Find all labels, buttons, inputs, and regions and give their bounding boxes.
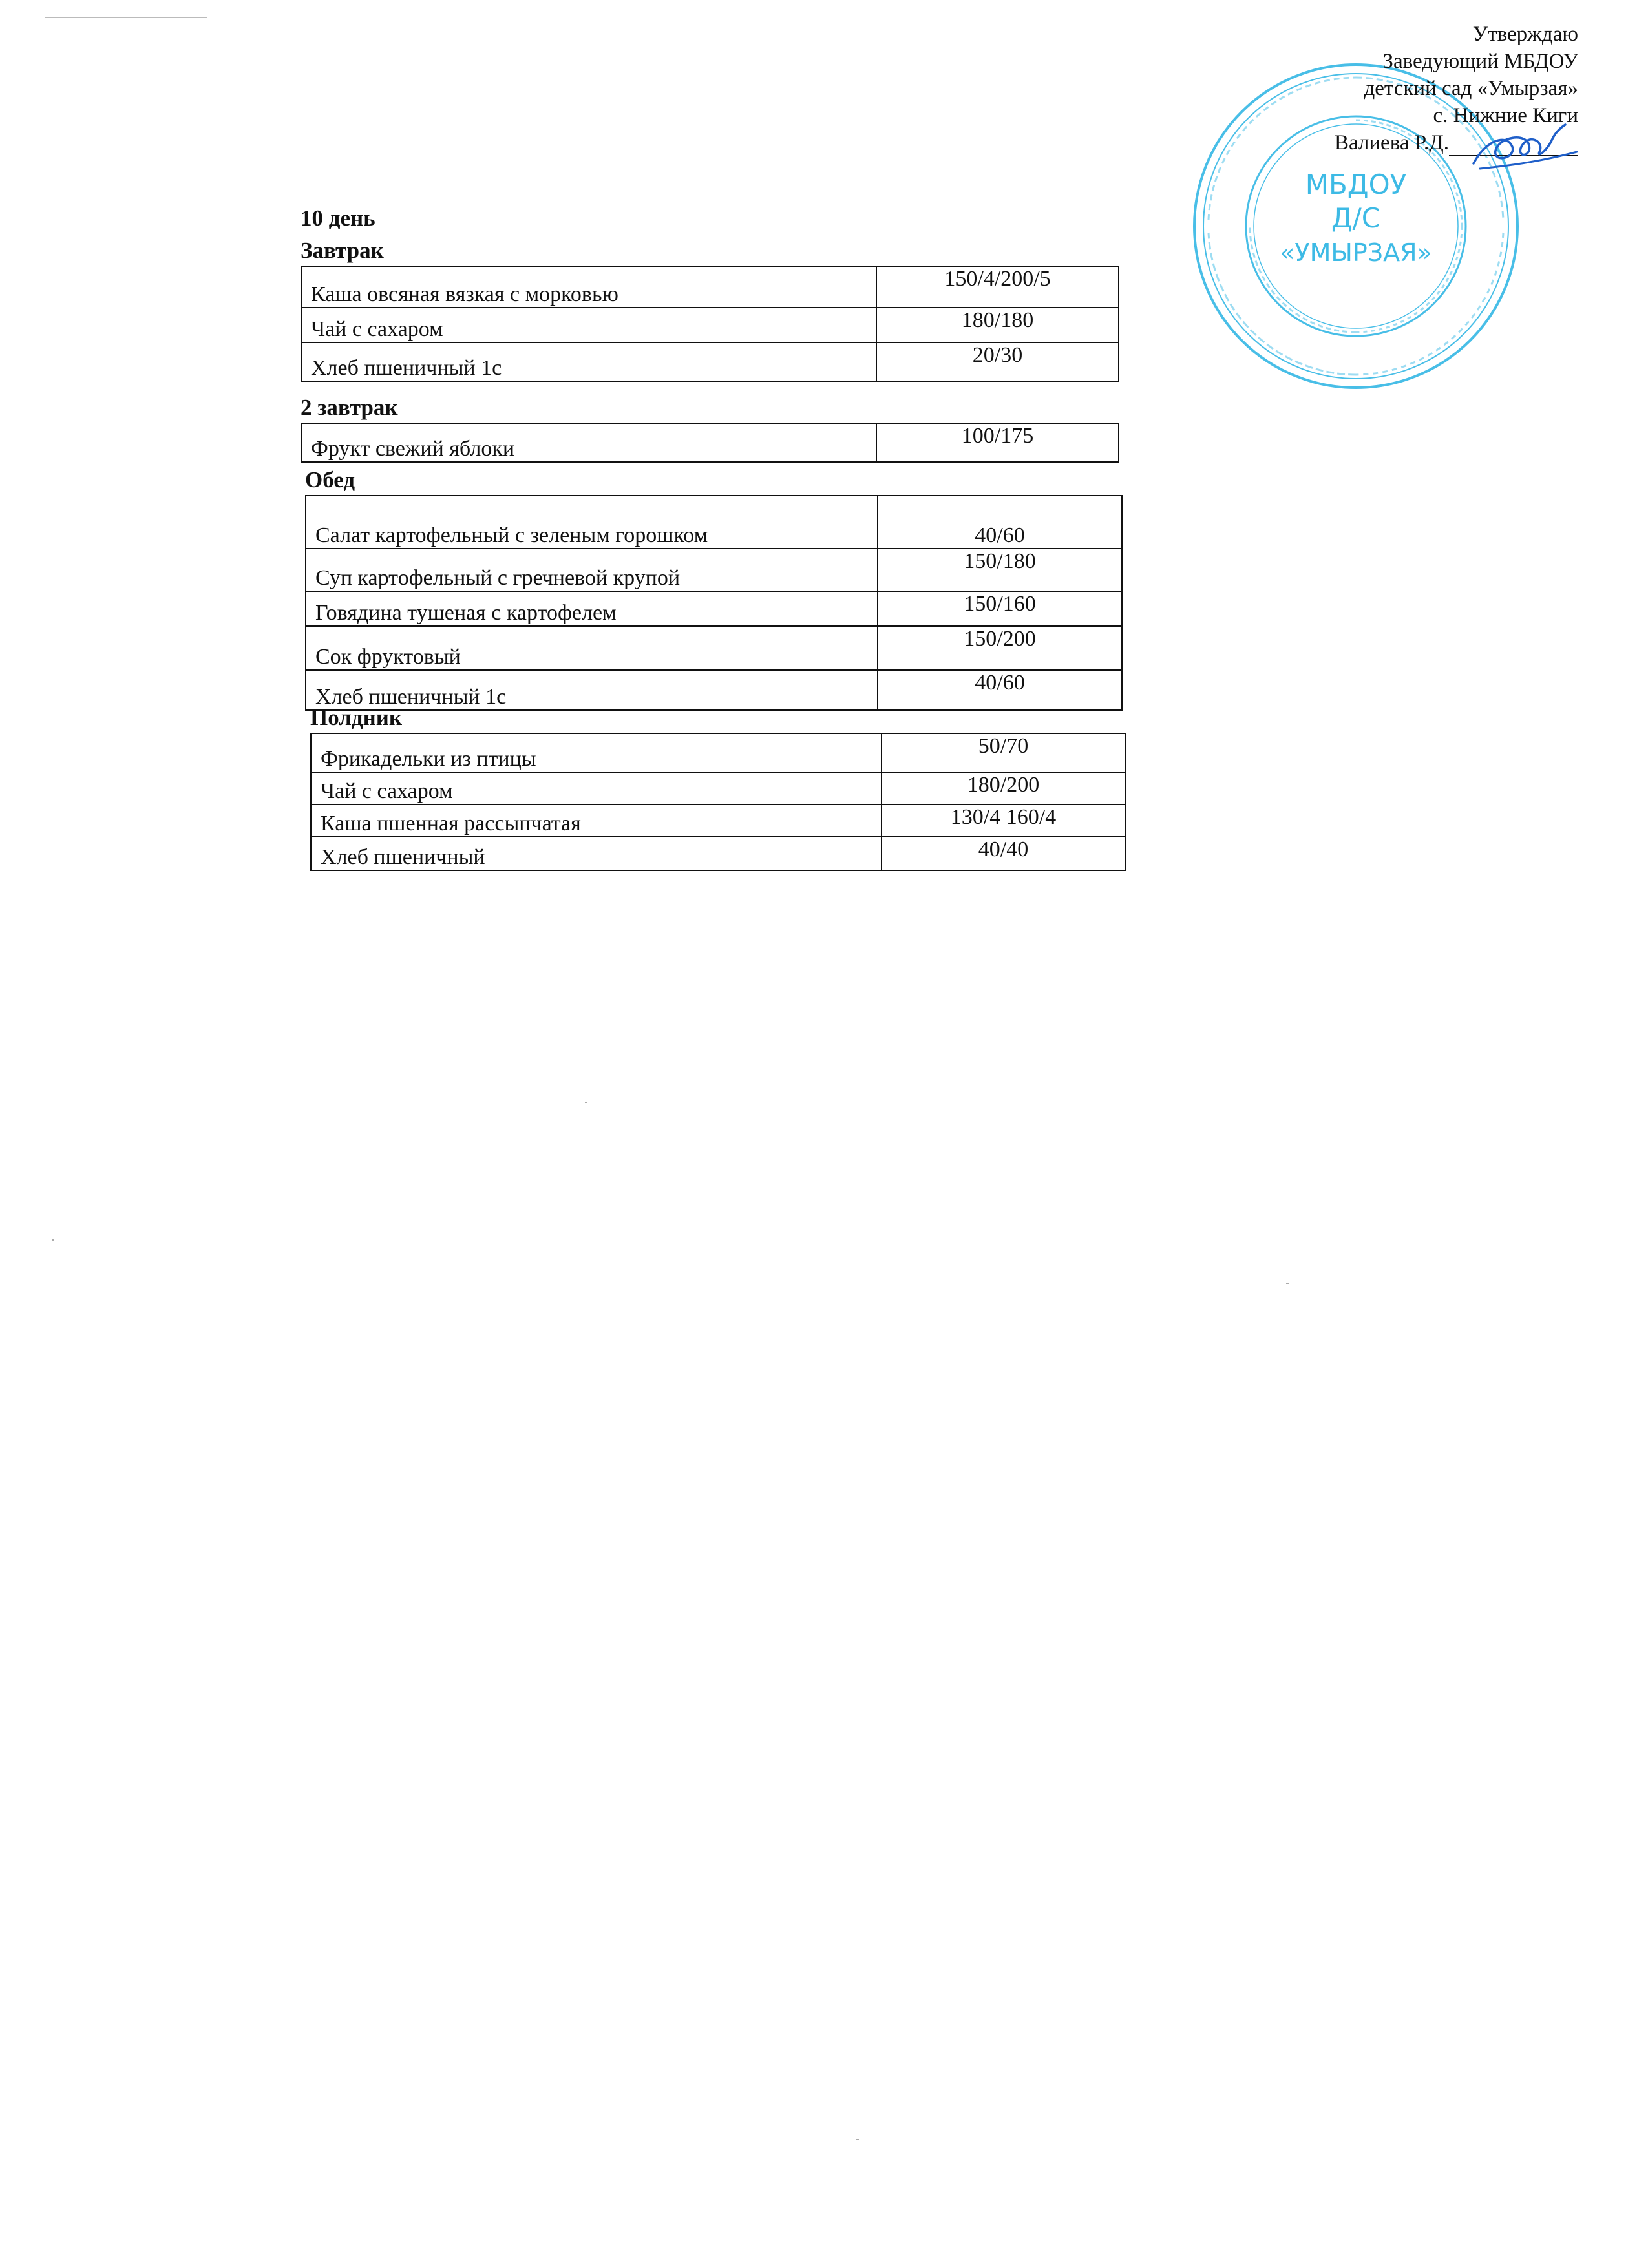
stamp-line-1: МБДОУ xyxy=(1305,169,1407,200)
scan-speck xyxy=(1286,1283,1289,1284)
section-lunch xyxy=(305,467,1123,711)
table-row xyxy=(306,626,1122,670)
table-row xyxy=(306,496,1122,549)
table-row xyxy=(311,772,1125,804)
portion-value: 150/200 xyxy=(878,626,1122,670)
table-row xyxy=(311,733,1125,772)
meal-title-snack: Полдник xyxy=(310,705,403,730)
scan-speck xyxy=(52,1239,54,1241)
meal-title-breakfast: Завтрак xyxy=(301,238,384,263)
table-row xyxy=(306,549,1122,591)
table-row xyxy=(311,837,1125,870)
handwritten-signature xyxy=(1467,113,1583,184)
dish-name: Каша овсяная вязкая с морковью xyxy=(301,266,876,308)
table-row xyxy=(301,308,1119,342)
scan-artifact-line xyxy=(45,17,207,18)
dish-name: Каша пшенная рассыпчатая xyxy=(311,804,882,837)
table-lunch xyxy=(305,495,1123,711)
table-snack xyxy=(310,733,1126,871)
table-row xyxy=(306,591,1122,626)
stamp-line-2: Д/С xyxy=(1331,202,1381,234)
portion-value: 180/200 xyxy=(882,772,1125,804)
dish-name: Говядина тушеная с картофелем xyxy=(306,591,878,626)
portion-value: 40/60 xyxy=(878,670,1122,710)
approval-line-position: Заведующий МБДОУ xyxy=(1382,50,1578,73)
table-row xyxy=(301,423,1119,462)
portion-value: 40/60 xyxy=(878,496,1122,549)
section-snack xyxy=(310,704,1126,871)
meal-title-lunch: Обед xyxy=(305,467,355,492)
portion-value: 20/30 xyxy=(876,342,1119,381)
approval-line-organization: детский сад «Умырзая» xyxy=(1364,77,1578,100)
portion-value: 130/4 160/4 xyxy=(882,804,1125,837)
portion-value: 180/180 xyxy=(876,308,1119,342)
dish-name: Фрукт свежий яблоки xyxy=(301,423,876,462)
scan-speck xyxy=(856,2139,859,2140)
signatory-name: Валиева Р.Д. xyxy=(1334,131,1449,154)
portion-value: 150/4/200/5 xyxy=(876,266,1119,308)
stamp-line-3: «УМЫРЗАЯ» xyxy=(1280,238,1432,267)
scan-speck xyxy=(585,1102,587,1103)
portion-value: 40/40 xyxy=(882,837,1125,870)
dish-name: Салат картофельный с зеленым горошком xyxy=(306,496,878,549)
table-row xyxy=(311,804,1125,837)
section-breakfast xyxy=(301,237,1119,382)
portion-value: 150/180 xyxy=(878,549,1122,591)
table-breakfast xyxy=(301,266,1119,382)
dish-name: Чай с сахаром xyxy=(311,772,882,804)
portion-value: 50/70 xyxy=(882,733,1125,772)
dish-name: Хлеб пшеничный 1с xyxy=(306,670,878,710)
table-second-breakfast xyxy=(301,423,1119,463)
approval-line-village: с. Нижние Киги xyxy=(1433,104,1578,127)
portion-value: 150/160 xyxy=(878,591,1122,626)
dish-name: Суп картофельный с гречневой крупой xyxy=(306,549,878,591)
dish-name: Сок фруктовый xyxy=(306,626,878,670)
portion-value: 100/175 xyxy=(876,423,1119,462)
approval-line-approve: Утверждаю xyxy=(1472,23,1578,46)
dish-name: Хлеб пшеничный 1с xyxy=(301,342,876,381)
day-title: 10 день xyxy=(301,205,375,231)
table-row xyxy=(301,342,1119,381)
dish-name: Хлеб пшеничный xyxy=(311,837,882,870)
dish-name: Фрикадельки из птицы xyxy=(311,733,882,772)
table-row xyxy=(301,266,1119,308)
meal-title-second-breakfast: 2 завтрак xyxy=(301,395,398,420)
dish-name: Чай с сахаром xyxy=(301,308,876,342)
section-second-breakfast xyxy=(301,394,1119,463)
